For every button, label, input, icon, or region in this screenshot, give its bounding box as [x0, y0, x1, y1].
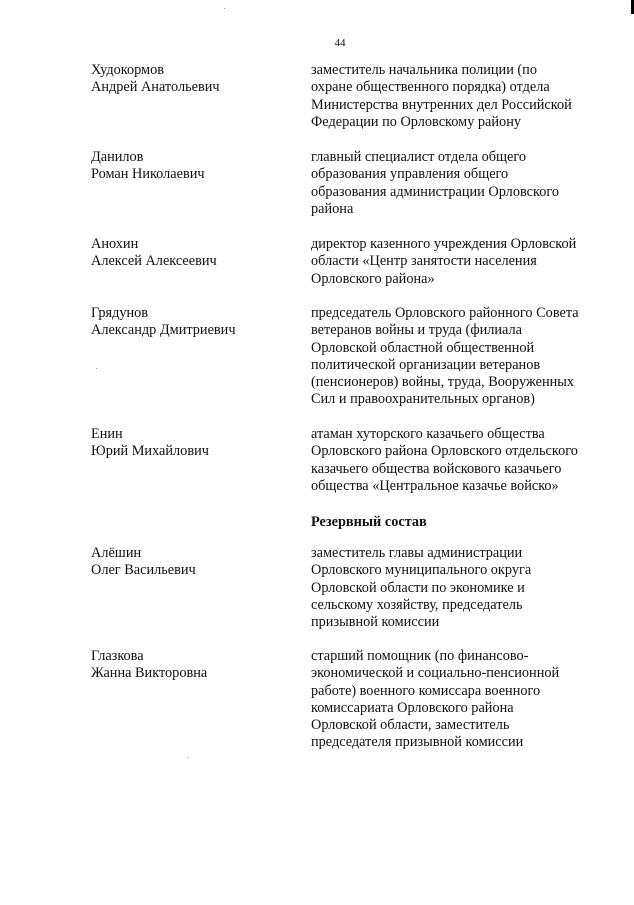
member-position-line: Орловской областной общественной	[311, 339, 535, 356]
member-position-line: заместитель главы администрации	[311, 545, 523, 561]
reserve-section-heading: Резервный состав	[311, 514, 427, 530]
member-name-line: Андрей Анатольевич	[91, 79, 220, 96]
member-position-line: (пенсионеров) войны, труда, Вооруженных	[311, 374, 575, 391]
member-position-line: работе) военного комиссара военного	[311, 682, 541, 699]
member-name-line: Данилов	[91, 149, 144, 165]
member-name	[91, 149, 291, 184]
member-name-line: Олег Васильевич	[91, 562, 196, 579]
member-position-line: заместитель начальника полиции (по	[311, 62, 537, 78]
member-name-line: Алексей Алексеевич	[91, 253, 217, 270]
member-position-line: экономической и социально-пенсионной	[311, 665, 560, 682]
member-position-line: Сил и правоохранительных органов)	[311, 391, 535, 408]
member-position-line: Орловской области по экономике и	[311, 579, 525, 596]
member-name	[91, 426, 291, 461]
member-position-line: Федерации по Орловскому району	[311, 113, 522, 130]
member-position	[311, 545, 611, 631]
member-name-line: Глазкова	[91, 648, 144, 664]
member-name-line: Юрий Михайлович	[91, 443, 209, 460]
member-name	[91, 62, 291, 97]
member-name-line: Енин	[91, 426, 123, 442]
member-position-line: образования администрации Орловского	[311, 183, 560, 200]
member-position-line: Орловской области, заместитель	[311, 717, 510, 734]
member-position-line: Министерства внутренних дел Российской	[311, 96, 572, 113]
member-name	[91, 545, 291, 580]
member-name	[91, 648, 291, 683]
scan-speck	[224, 8, 225, 9]
member-position-line: старший помощник (по финансово-	[311, 648, 529, 664]
member-name-line: Анохин	[91, 236, 139, 252]
member-name-line: Грядунов	[91, 305, 149, 321]
member-position-line: сельскому хозяйству, председатель	[311, 596, 523, 613]
member-position-line: председателя призывной комиссии	[311, 734, 524, 751]
member-position	[311, 648, 611, 752]
member-position-line: Орловского муниципального округа	[311, 562, 532, 579]
member-name-line: Жанна Викторовна	[91, 665, 208, 682]
member-name	[91, 236, 291, 271]
member-position-line: атаман хуторского казачьего общества	[311, 426, 545, 442]
member-position-line: призывной комиссии	[311, 614, 440, 631]
member-name	[91, 305, 291, 340]
page-number: 44	[334, 37, 346, 49]
member-position	[311, 305, 611, 409]
member-position-line: Орловского района»	[311, 270, 435, 287]
member-name-line: Худокормов	[91, 62, 164, 78]
member-name-line: Роман Николаевич	[91, 166, 205, 183]
scan-speck	[188, 757, 189, 758]
member-position-line: образования управления общего	[311, 166, 509, 183]
member-position-line: охране общественного порядка) отдела	[311, 79, 550, 96]
member-position-line: Орловского района Орловского отдельского	[311, 443, 578, 460]
member-position-line: района	[311, 200, 354, 217]
member-name-line: Александр Дмитриевич	[91, 322, 236, 339]
member-position	[311, 62, 611, 131]
member-position-line: председатель Орловского районного Совета	[311, 305, 579, 321]
member-position-line: главный специалист отдела общего	[311, 149, 527, 165]
member-position-line: комиссариата Орловского района	[311, 699, 514, 716]
member-name-line: Алёшин	[91, 545, 142, 561]
member-position	[311, 426, 611, 495]
member-position-line: ветеранов войны и труда (филиала	[311, 322, 522, 339]
member-position	[311, 149, 611, 218]
scan-speck	[96, 368, 97, 369]
member-position-line: политической организации ветеранов	[311, 356, 541, 373]
member-position	[311, 236, 611, 288]
member-position-line: казачьего общества войскового казачьего	[311, 460, 562, 477]
member-position-line: области «Центр занятости населения	[311, 253, 537, 270]
member-position-line: директор казенного учреждения Орловской	[311, 236, 577, 252]
member-position-line: общества «Центральное казачье войско»	[311, 477, 559, 494]
